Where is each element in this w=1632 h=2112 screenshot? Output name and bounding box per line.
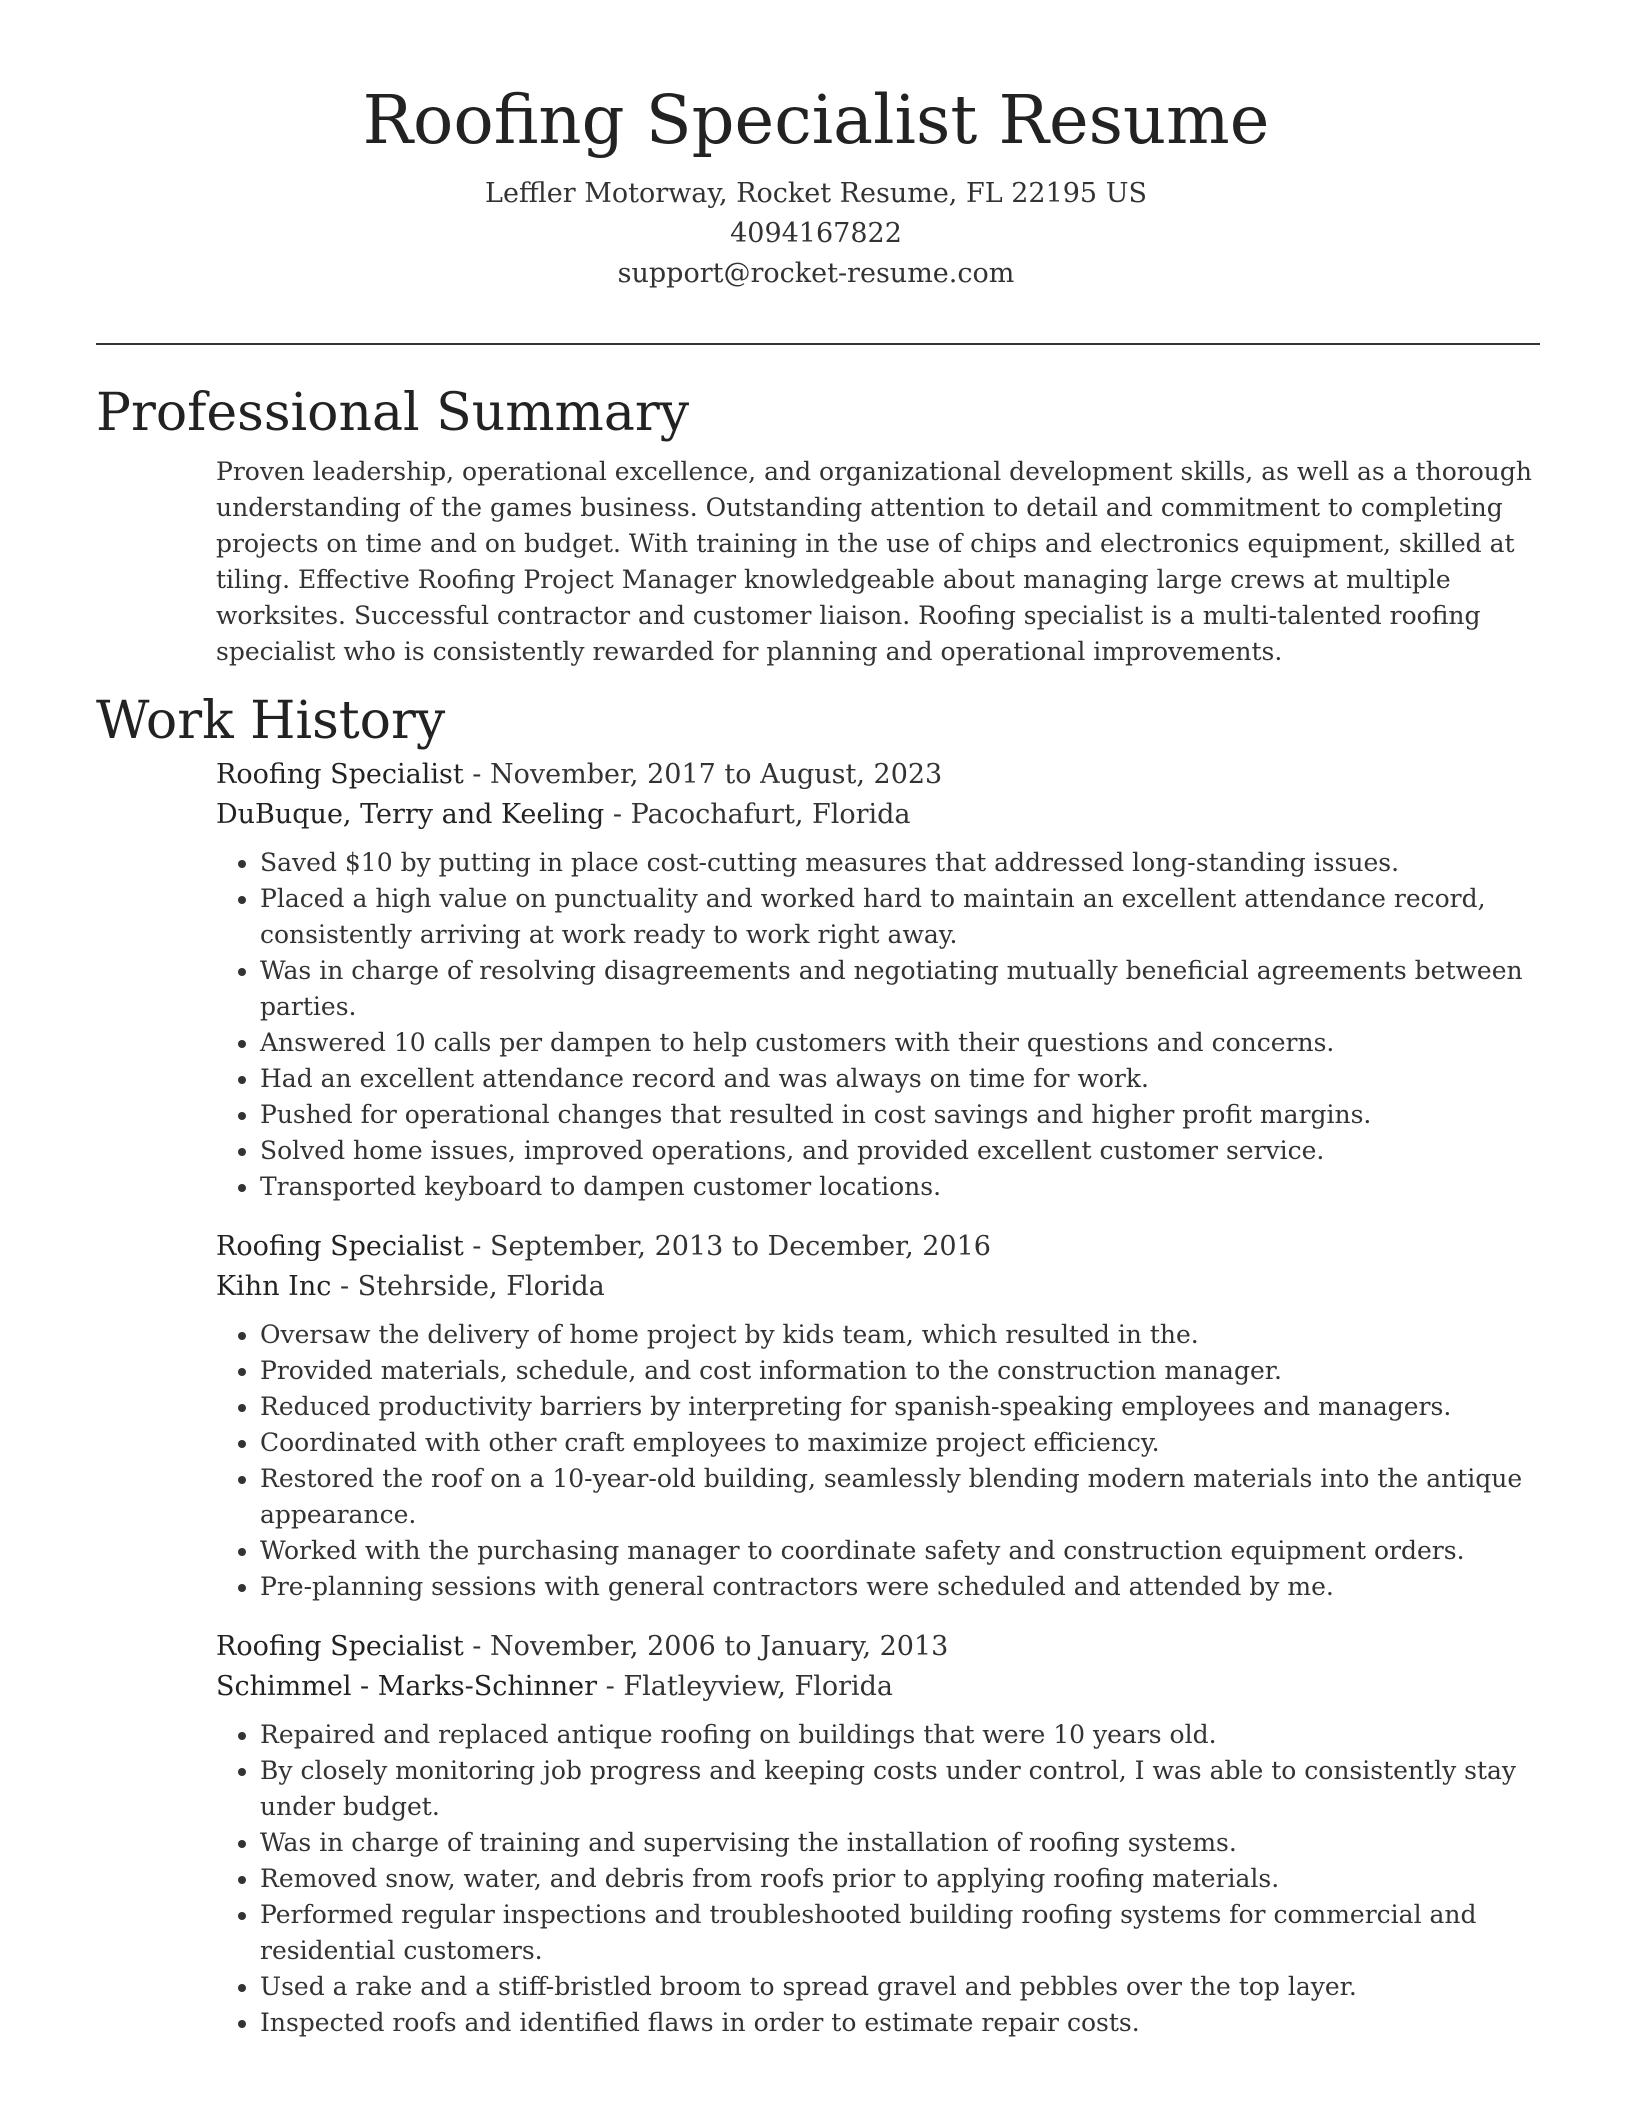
job-title: Roofing Specialist	[216, 759, 464, 791]
separator: -	[339, 1271, 358, 1303]
job-entry	[216, 1227, 1536, 1605]
job-bullets	[216, 1317, 1536, 1605]
list-item: • Repaired and replaced antique roofing on buildings that were 10 years old.	[260, 1717, 1536, 1753]
list-item: • Restored the roof on a 10-year-old building, seamlessly blending modern materials into the antique appearance.	[260, 1461, 1536, 1533]
list-item: • Reduced productivity barriers by interpreting for spanish-speaking employees and managers.	[260, 1389, 1536, 1425]
address-text: Leffler Motorway, Rocket Resume, FL 22195 US	[485, 178, 1147, 210]
list-item: • Saved $10 by putting in place cost-cutting measures that addressed long-standing issues.	[260, 845, 1536, 881]
job-title-line	[216, 1227, 1536, 1267]
list-item: • Oversaw the delivery of home project by kids team, which resulted in the.	[260, 1317, 1536, 1353]
job-company: Schimmel - Marks-Schinner	[216, 1671, 598, 1703]
job-company-line	[216, 1667, 1536, 1707]
job-location: Flatleyview, Florida	[623, 1671, 894, 1703]
list-item: • Placed a high value on punctuality and worked hard to maintain an excellent attendance record, consistently arriving at work ready to work right away.	[260, 881, 1536, 953]
job-title-line	[216, 755, 1536, 795]
list-item: • Used a rake and a stiff-bristled broom to spread gravel and pebbles over the top layer.	[260, 1969, 1536, 2005]
work-history-heading: Work History	[96, 690, 446, 751]
list-item: • Inspected roofs and identified flaws in order to estimate repair costs.	[260, 2005, 1536, 2041]
job-location: Pacochafurt, Florida	[630, 799, 911, 831]
list-item: • Pushed for operational changes that resulted in cost savings and higher profit margins.	[260, 1097, 1536, 1133]
list-item: • Removed snow, water, and debris from roofs prior to applying roofing materials.	[260, 1861, 1536, 1897]
job-company: DuBuque, Terry and Keeling	[216, 799, 605, 831]
list-item: • Performed regular inspections and troubleshooted building roofing systems for commercial and residential customers.	[260, 1897, 1536, 1969]
summary-heading: Professional Summary	[96, 383, 690, 443]
job-company-line	[216, 795, 1536, 835]
summary-text: Proven leadership, operational excellence, and organizational development skills, as well as a thorough understanding of the games business. Outstanding attention to detail and commitment to completing projects on time and on budget. With training in the use of chips and electronics equipment, skilled at tiling. Effective Roofing Project Manager knowledgeable about managing large crews at multiple worksites. Successful contractor and customer liaison. Roofing specialist is a multi-talented roofing specialist who is consistently rewarded for planning and operational improvements.	[216, 456, 1532, 666]
list-item: • Provided materials, schedule, and cost information to the construction manager.	[260, 1353, 1536, 1389]
resume-content	[96, 380, 1540, 2041]
list-item: • Solved home issues, improved operations, and provided excellent customer service.	[260, 1133, 1536, 1169]
resume-header	[0, 0, 1632, 294]
job-dates: November, 2017 to August, 2023	[490, 759, 943, 791]
job-title: Roofing Specialist	[216, 1631, 464, 1663]
job-dates: November, 2006 to January, 2013	[490, 1631, 949, 1663]
job-location: Stehrside, Florida	[357, 1271, 605, 1303]
resume-title: Roofing Specialist Resume	[362, 81, 1270, 159]
separator: -	[612, 799, 631, 831]
separator: -	[472, 759, 491, 791]
email-text: support@rocket-resume.com	[617, 258, 1015, 290]
header-divider	[96, 343, 1540, 345]
job-entry	[216, 1627, 1536, 2041]
list-item: • By closely monitoring job progress and keeping costs under control, I was able to consistently stay under budget.	[260, 1753, 1536, 1825]
summary-section	[96, 380, 1540, 670]
work-history-section	[96, 688, 1540, 2042]
list-item: • Transported keyboard to dampen customer locations.	[260, 1169, 1536, 1205]
separator: -	[472, 1631, 491, 1663]
list-item: • Was in charge of resolving disagreements and negotiating mutually beneficial agreements between parties.	[260, 953, 1536, 1025]
job-title-line	[216, 1627, 1536, 1667]
list-item: • Coordinated with other craft employees to maximize project efficiency.	[260, 1425, 1536, 1461]
separator: -	[472, 1231, 491, 1263]
job-entry	[216, 755, 1536, 1205]
job-company: Kihn Inc	[216, 1271, 332, 1303]
job-company-line	[216, 1267, 1536, 1307]
job-bullets	[216, 845, 1536, 1205]
job-bullets	[216, 1717, 1536, 2041]
job-title: Roofing Specialist	[216, 1231, 464, 1263]
job-dates: September, 2013 to December, 2016	[490, 1231, 991, 1263]
list-item: • Pre-planning sessions with general contractors were scheduled and attended by me.	[260, 1569, 1536, 1605]
list-item: • Had an excellent attendance record and was always on time for work.	[260, 1061, 1536, 1097]
contact-block	[0, 174, 1632, 294]
separator: -	[605, 1671, 624, 1703]
list-item: • Was in charge of training and supervising the installation of roofing systems.	[260, 1825, 1536, 1861]
list-item: • Answered 10 calls per dampen to help customers with their questions and concerns.	[260, 1025, 1536, 1061]
list-item: • Worked with the purchasing manager to coordinate safety and construction equipment orders.	[260, 1533, 1536, 1569]
phone-text: 4094167822	[730, 218, 902, 250]
